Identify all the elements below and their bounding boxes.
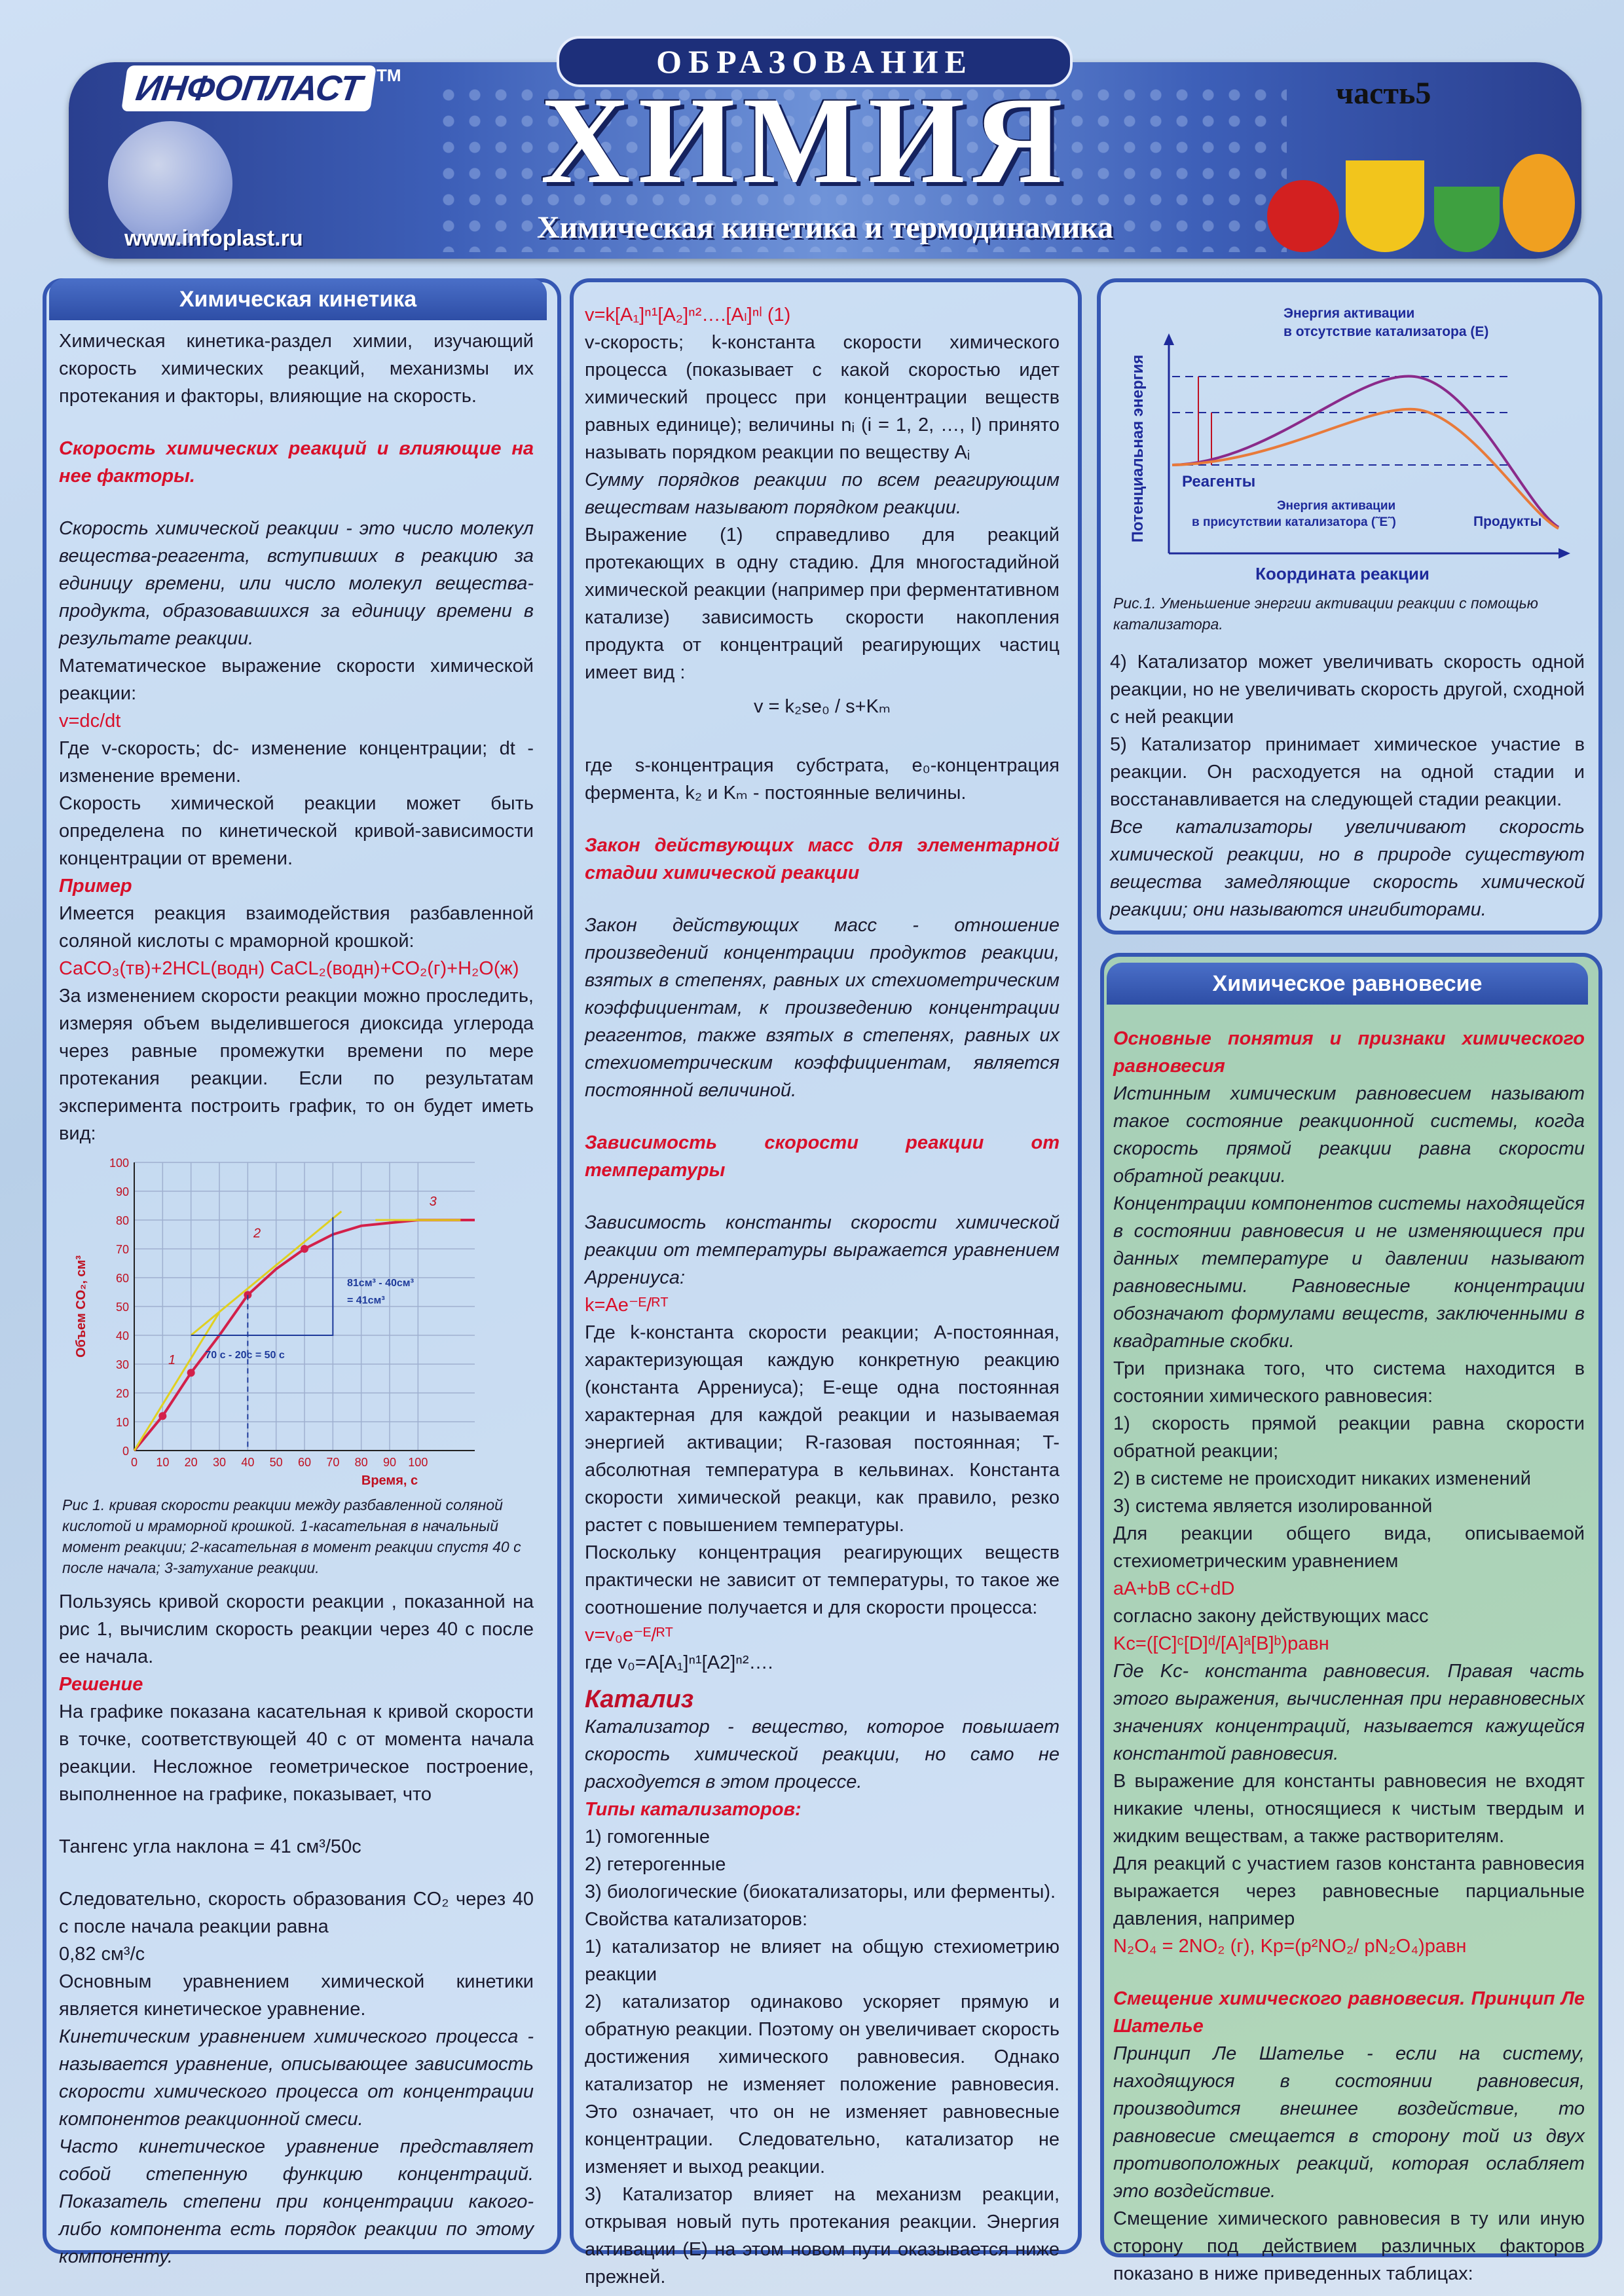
label-top-line2: в отсутствие катализатора (E): [1283, 324, 1489, 339]
data-point: [301, 1245, 308, 1253]
data-point: [187, 1369, 195, 1377]
y-tick-label: 20: [115, 1387, 129, 1400]
x-tick-label: 90: [382, 1456, 397, 1469]
text-line: Для реакции общего вида, описываемой стехиометрическим уравнением: [1113, 1523, 1585, 1572]
text-line: 1) скорость прямой реакции равна скорости обратной реакции;: [1113, 1413, 1585, 1462]
y-tick-label: 10: [115, 1416, 129, 1429]
text-line: Концентрации компонентов системы находящейся в состоянии равновесия и не изменяющиеся при данных температуре и давлении называют равновесными. Равновесные концентрации обозначают формулами веществ, заключенными в квадратные скобки.: [1113, 1193, 1585, 1352]
text-line: Часто кинетическое уравнение представляет собой степенную функцию концентраций. Показатель степени при концентрации какого-либо компонента есть порядок реакции по этому компоненту.: [59, 2136, 534, 2267]
kinetic-curve-chart: [59, 1153, 534, 1493]
text-line: Скорость химических реакций и влияющие на нее факторы.: [59, 438, 534, 487]
text-line: 4) Катализатор может увеличивать скорость одной реакции, но не увеличивать скорость другой, сходной с ней реакции: [1110, 652, 1585, 728]
x-tick-label: 0: [130, 1456, 138, 1469]
text-line: Зависимость скорости реакции от температуры: [585, 1132, 1060, 1181]
header-flask-yellow: [1346, 160, 1424, 252]
text-line: Зависимость константы скорости химической реакции от температуры выражается уравнением Аррениуса:: [585, 1212, 1060, 1288]
text-line: 2) катализатор одинаково ускоряет прямую и обратную реакции. Поэтому он увеличивает скорость достижения химического равновесия. Однако катализатор не изменяет положение равновесия. Это означает, что он не изменяет равновесные концентрации. Следовательно, катализатор не изменяет и выход реакции.: [585, 1991, 1060, 2177]
text-line: За изменением скорости реакции можно проследить, измеряя объем выделившегося диоксида углерода через равные промежутки времени по мере протекания реакции. Если по результатам эксперимента построить график, то он будет иметь вид:: [59, 986, 534, 1144]
text-line: 2) гетерогенные: [585, 1854, 726, 1875]
text-line: [59, 410, 534, 435]
activation-energy-diagram: [1107, 291, 1585, 593]
x-axis-arrow: [1559, 548, 1570, 559]
annotation-delta-v: 81см³ - 40см³: [347, 1278, 414, 1289]
x-tick-label: 100: [408, 1456, 428, 1469]
y-axis-arrow: [1164, 333, 1174, 345]
text-line: [585, 807, 1060, 832]
x-axis-label: Время, с: [361, 1473, 418, 1488]
text-line: Где v-скорость; dc- изменение концентрации; dt - изменение времени.: [59, 738, 534, 787]
text-line: На графике показана касательная к кривой скорости в точке, соответствующей 40 с от момента начала реакции. Несложное геометрическое построение, выполненное на графике, показывает, что: [59, 1701, 534, 1805]
y-tick-label: 80: [115, 1214, 129, 1227]
text-line: 2) в системе не происходит никаких изменений: [1113, 1468, 1531, 1489]
text-line: Катализатор - вещество, которое повышает скорость химической реакции, но само не расходуется в этом процессе.: [585, 1716, 1060, 1792]
label-bottom-line1: Энергия активации: [1277, 499, 1396, 513]
text-line: Катализ: [585, 1686, 694, 1713]
panel-equilibrium-heading: Химическое равновесие: [1107, 963, 1588, 1005]
text-line: N₂O₄ = 2NO₂ (г), Kp=(p²NO₂/ pN₂O₄)равн: [1113, 1936, 1467, 1957]
reagents-label: Реагенты: [1182, 473, 1256, 491]
text-line: Принцип Ле Шателье - если на систему, находящуюся в состоянии равновесия, производится внешнее воздействие, то равновесие смещается в сторону той из двух противоположных реакций, которая ослабляет это воздействие.: [1113, 2043, 1585, 2202]
x-tick-label: 60: [297, 1456, 312, 1469]
text-line: Тангенс угла наклона = 41 см³/50с: [59, 1836, 361, 1857]
text-line: [585, 1184, 1060, 1209]
x-tick-label: 20: [184, 1456, 198, 1469]
annotation-1: 1: [168, 1353, 176, 1367]
data-point: [158, 1412, 166, 1420]
text-line: Смещение химического равновесия в ту или иную сторону под действием различных факторов показано в ниже приведенных таблицах:: [1113, 2208, 1585, 2284]
col2-text: [585, 301, 1060, 2291]
text-line: Скорость химической реакции может быть определена по кинетической кривой-зависимости концентрации от времени.: [59, 793, 534, 869]
text-line: Истинным химическим равновесием называют такое состояние реакционной системы, когда скорость прямой реакции равна скорости обратной реакции.: [1113, 1083, 1585, 1187]
x-tick-label: 40: [241, 1456, 255, 1469]
label-bottom-line2: в присутствии катализатора (˜E˜): [1192, 515, 1396, 529]
text-line: aA+bB cC+dD: [1113, 1578, 1235, 1599]
annotation-2: 2: [253, 1226, 261, 1241]
text-line: [585, 1104, 1060, 1129]
text-line: где v₀=A[A₁]ⁿ¹[A2]ⁿ²….: [585, 1652, 773, 1673]
text-line: Все катализаторы увеличивают скорость химической реакции, но в природе существуют вещества замедляющие скорость химической реакции; они называются ингибиторами.: [1110, 817, 1585, 920]
brand-logo: ИНФОПЛАСТ: [121, 65, 377, 111]
col4-text: [1113, 1025, 1585, 2287]
text-line: [585, 887, 1060, 912]
text-line: [1113, 1960, 1585, 1985]
y-tick-label: 0: [122, 1445, 129, 1458]
text-line: [59, 1861, 534, 1885]
x-axis-label: Координата реакции: [1255, 564, 1430, 583]
text-line: Пользуясь кривой скорости реакции , показанной на рис 1, вычислим скорость реакции через 40 с после ее начала.: [59, 1591, 534, 1667]
text-line: Сумму порядков реакции по всем реагирующим веществам называют порядком реакции.: [585, 470, 1060, 518]
text-line: Пример: [59, 876, 132, 897]
text-line: В выражение для константы равновесия не входят никакие члены, относящиеся к чистым твердым и жидким веществам, а также растворителям.: [1113, 1771, 1585, 1847]
x-tick-label: 70: [326, 1456, 340, 1469]
y-axis-label: Потенциальная энергия: [1129, 354, 1147, 543]
tangent-1: [134, 1312, 219, 1451]
text-line: Закон действующих масс для элементарной стадии химической реакции: [585, 835, 1060, 883]
text-line: Основным уравнением химической кинетики является кинетическое уравнение.: [59, 1971, 534, 2020]
header-flask-green: [1434, 187, 1500, 252]
x-tick-label: 10: [156, 1456, 170, 1469]
text-line: 3) система является изолированной: [1113, 1496, 1433, 1517]
text-line: Выражение (1) справедливо для реакций протекающих в одну стадию. Для многостадийной химической реакции (например при ферментативном катализе) зависимость скорости накопления продукта от концентраций реагирующих частиц имеет вид :: [585, 525, 1060, 683]
text-line: 0,82 см³/с: [59, 1944, 145, 1965]
x-tick-label: 80: [354, 1456, 368, 1469]
text-line: Закон действующих масс - отношение произведений концентрации продуктов реакции, взятых в степенях, равных их стехиометрическим коэффициентам, к произведению концентрации реагентов, также взятых в степенях, равных их стехиометрическим коэффициентам, является постоянной величиной.: [585, 915, 1060, 1101]
text-line: Где k-константа скорости реакции; A-постоянная, характеризующая каждую конкретную реакцию (константа Аррениуса); E-еще одна постоянная характерная для каждой реакции и называемая энергией активации; R-газовая постоянная; T-абсолютная температура в кельвинах. Константа скорости химической реакци, как правило, резко растет с повышением температуры.: [585, 1322, 1060, 1536]
annotation-delta-v-result: = 41см³: [347, 1295, 385, 1306]
label-top-line1: Энергия активации: [1283, 306, 1415, 321]
text-line: Скорость химической реакции - это число молекул вещества-реагента, вступивших в реакцию за единицу времени, или число молекул вещества-продукта, образовавшихся за единицу времени в результате реакции.: [59, 518, 534, 649]
text-line: согласно закону действующих масс: [1113, 1606, 1429, 1627]
text-line: Для реакций с участием газов константа равновесия выражается через равновесные парциальные давления, например: [1113, 1853, 1585, 1929]
chart-caption: Рис 1. кривая скорости реакции между разбавленной соляной кислотой и мраморной крошкой. 1-касательная в начальный момент реакции; 2-касательная в момент реакции спустя 40 с после начала; 3-затухание реакции.: [62, 1496, 521, 1576]
col3-text: [1110, 648, 1585, 923]
site-url: www.infoplast.ru: [124, 226, 303, 251]
text-line: Смещение химического равновесия. Принцип Ле Шателье: [1113, 1988, 1585, 2037]
text-line: Поскольку концентрация реагирующих веществ практически не зависит от температуры, то такое же соотношение получается и для скорости процесса:: [585, 1542, 1060, 1618]
y-axis-label: Объем CO₂, см³: [74, 1255, 88, 1358]
text-line: Математическое выражение скорости химической реакции:: [59, 656, 534, 704]
text-line: 1) гомогенные: [585, 1826, 710, 1847]
text-line: Решение: [59, 1674, 143, 1695]
y-tick-label: 100: [109, 1157, 129, 1170]
text-line: Где Kс- константа равновесия. Правая часть этого выражения, вычисленная при неравновесных значениях концентраций, называется кажущейся константой равновесия.: [1113, 1661, 1585, 1764]
x-tick-label: 30: [212, 1456, 227, 1469]
y-tick-label: 90: [115, 1185, 129, 1198]
y-tick-label: 60: [115, 1272, 129, 1285]
header-tag: ОБРАЗОВАНИЕ: [557, 36, 1073, 87]
col1-text-bottom: [59, 1588, 534, 2270]
text-line: 3) биологические (биокатализаторы, или ферменты).: [585, 1881, 1056, 1902]
text-line: Имеется реакция взаимодействия разбавленной соляной кислоты с мраморной крошкой:: [59, 903, 534, 952]
trademark-mark: TM: [377, 65, 401, 85]
text-line: CaCO₃(тв)+2HCL(водн) CaCL₂(водн)+CO₂(г)+H₂O(ж): [59, 958, 519, 979]
text-line: [585, 727, 1060, 752]
text-line: k=Ae⁻ᴱ/ᴿᵀ: [585, 1295, 669, 1316]
text-line: Свойства катализаторов:: [585, 1909, 808, 1930]
text-line: v=dc/dt: [59, 711, 121, 731]
annotation-3: 3: [429, 1194, 437, 1209]
page-subtitle: Химическая кинетика и термодинамика: [536, 210, 1114, 245]
y-tick-label: 70: [115, 1243, 129, 1256]
text-line: [59, 490, 534, 515]
text-line: Типы катализаторов:: [585, 1799, 802, 1820]
text-line: Kc=([C]ᶜ[D]ᵈ/[A]ᵃ[B]ᵇ)равн: [1113, 1633, 1329, 1654]
page-title: ХИМИЯ: [540, 72, 1071, 210]
products-label: Продукты: [1473, 514, 1542, 529]
panel-kinetics-heading: Химическая кинетика: [49, 278, 547, 320]
text-line: v-скорость; k-константа скорости химического процесса (показывает с какой скоростью идет химический процесс при концентрации веществ равных единице); величины nᵢ (i = 1, 2, …, l) принято называть порядком реакции по веществу Aᵢ: [585, 332, 1060, 463]
y-tick-label: 50: [115, 1301, 129, 1314]
text-line: 5) Катализатор принимает химическое участие в реакции. Он расходуется на одной стадии и восстанавливается на следующей стадии реакции.: [1110, 734, 1585, 810]
text-line: v = k₂se₀ / s+Kₘ: [754, 696, 891, 717]
text-line: Основные понятия и признаки химического равновесия: [1113, 1028, 1585, 1077]
part-label: часть5: [1336, 76, 1431, 111]
x-tick-label: 50: [269, 1456, 283, 1469]
text-line: 3) Катализатор влияет на механизм реакции, открывая новый путь протекания реакции. Энергия активации (E) на этом новом пути оказывается ниже прежней.: [585, 2184, 1060, 2287]
header-flask-red: [1267, 180, 1339, 252]
y-tick-label: 30: [115, 1358, 129, 1371]
text-line: Три признака того, что система находится в состоянии химического равновесия:: [1113, 1358, 1585, 1407]
tangent-2: [191, 1212, 342, 1335]
text-line: [59, 1808, 534, 1833]
text-line: Химическая кинетика-раздел химии, изучающий скорость химических реакций, механизмы их протекания и факторы, влияющие на скорость.: [59, 331, 534, 407]
text-line: где s-концентрация субстрата, e₀-концентрация фермента, k₂ и Kₘ - постоянные величины.: [585, 755, 1060, 804]
annotation-delta-t: 70 с - 20с = 50 с: [205, 1350, 285, 1361]
col1-text-top: [59, 327, 534, 1147]
text-line: Кинетическим уравнением химического процесса - называется уравнение, описывающее зависимость скорости химического процесса от концентрации компонентов реакционной смеси.: [59, 2026, 534, 2130]
y-tick-label: 40: [115, 1329, 129, 1342]
header-flask-orange: [1503, 154, 1575, 252]
text-line: 1) катализатор не влияет на общую стехиометрию реакции: [585, 1936, 1060, 1985]
text-line: v=v₀e⁻ᴱ/ᴿᵀ: [585, 1625, 673, 1646]
energy-caption: Рис.1. Уменьшение энергии активации реакции с помощью катализатора.: [1113, 595, 1538, 633]
text-line: v=k[A₁]ⁿ¹[A₂]ⁿ²….[Aₗ]ⁿˡ (1): [585, 305, 791, 325]
text-line: Следовательно, скорость образования CO₂ через 40 с после начала реакции равна: [59, 1889, 534, 1937]
